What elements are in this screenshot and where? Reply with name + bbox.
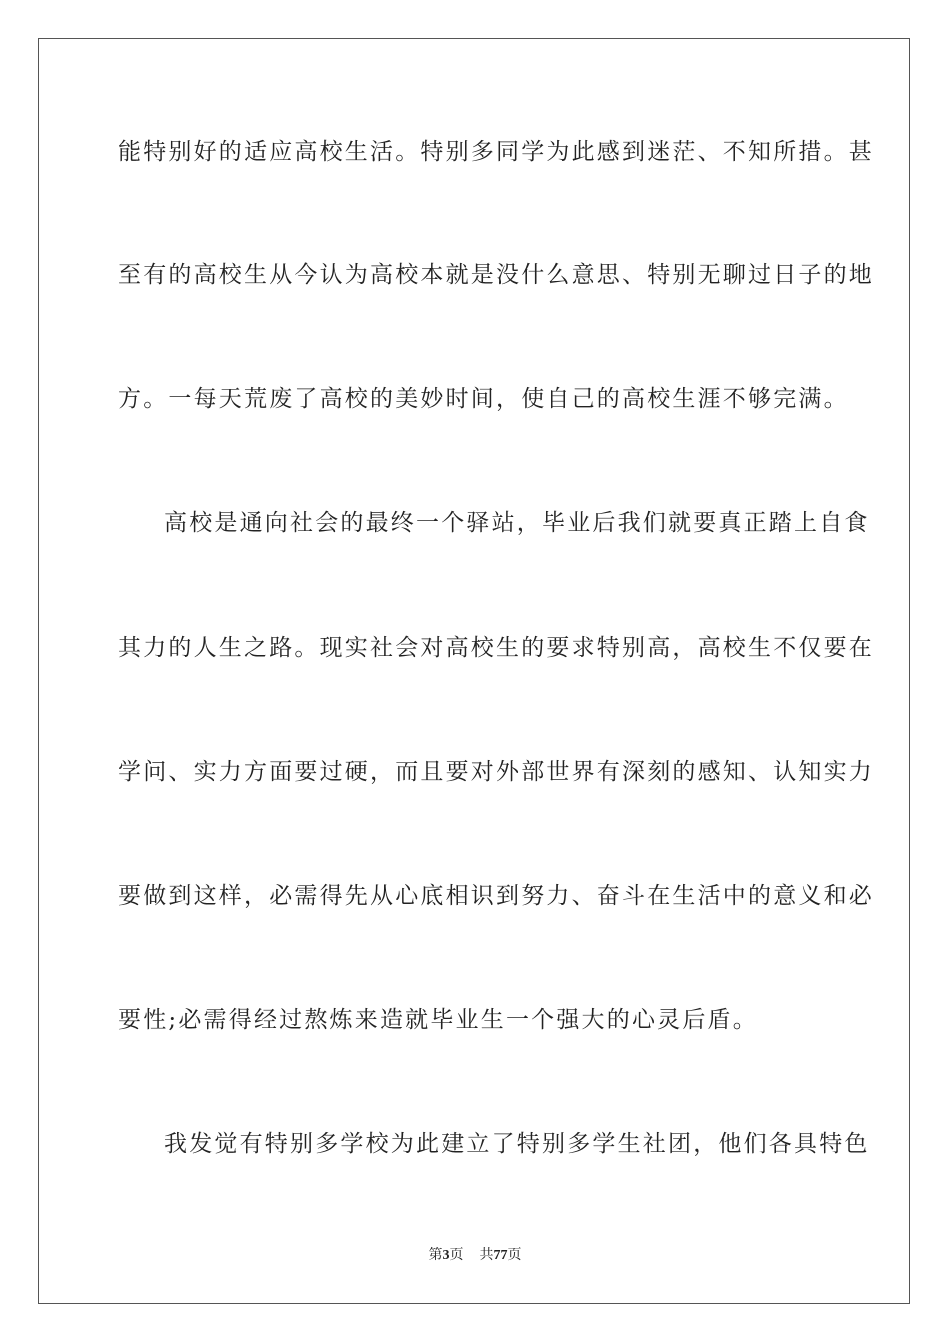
page-border: [38, 38, 910, 1304]
page-footer: [0, 1246, 950, 1265]
page-prefix: 第: [428, 1247, 443, 1263]
total-prefix: 共: [479, 1247, 494, 1263]
text-line: 其力的人生之路。现实社会对高校生的要求特别高，高校生不仅要在: [118, 635, 874, 661]
total-suffix: 页: [507, 1247, 522, 1263]
text-line: 要做到这样，必需得先从心底相识到努力、奋斗在生活中的意义和必: [118, 883, 874, 909]
text-line: 方。一每天荒废了高校的美妙时间，使自己的高校生涯不够完满。: [118, 386, 849, 412]
text-line: 学问、实力方面要过硬，而且要对外部世界有深刻的感知、认知实力: [118, 759, 874, 785]
total-pages: 77: [493, 1248, 508, 1263]
page-suffix: 页: [449, 1247, 464, 1263]
text-line: 要性;必需得经过熬炼来造就毕业生一个强大的心灵后盾。: [118, 1007, 758, 1033]
paragraph-start-line: 高校是通向社会的最终一个驿站，毕业后我们就要真正踏上自食: [164, 510, 870, 536]
paragraph-start-line: 我发觉有特别多学校为此建立了特别多学生社团，他们各具特色: [164, 1131, 870, 1157]
text-line: 能特别好的适应高校生活。特别多同学为此感到迷茫、不知所措。甚: [118, 139, 874, 165]
page-number: 3: [442, 1248, 450, 1263]
text-line: 至有的高校生从今认为高校本就是没什么意思、特别无聊过日子的地: [118, 262, 874, 288]
